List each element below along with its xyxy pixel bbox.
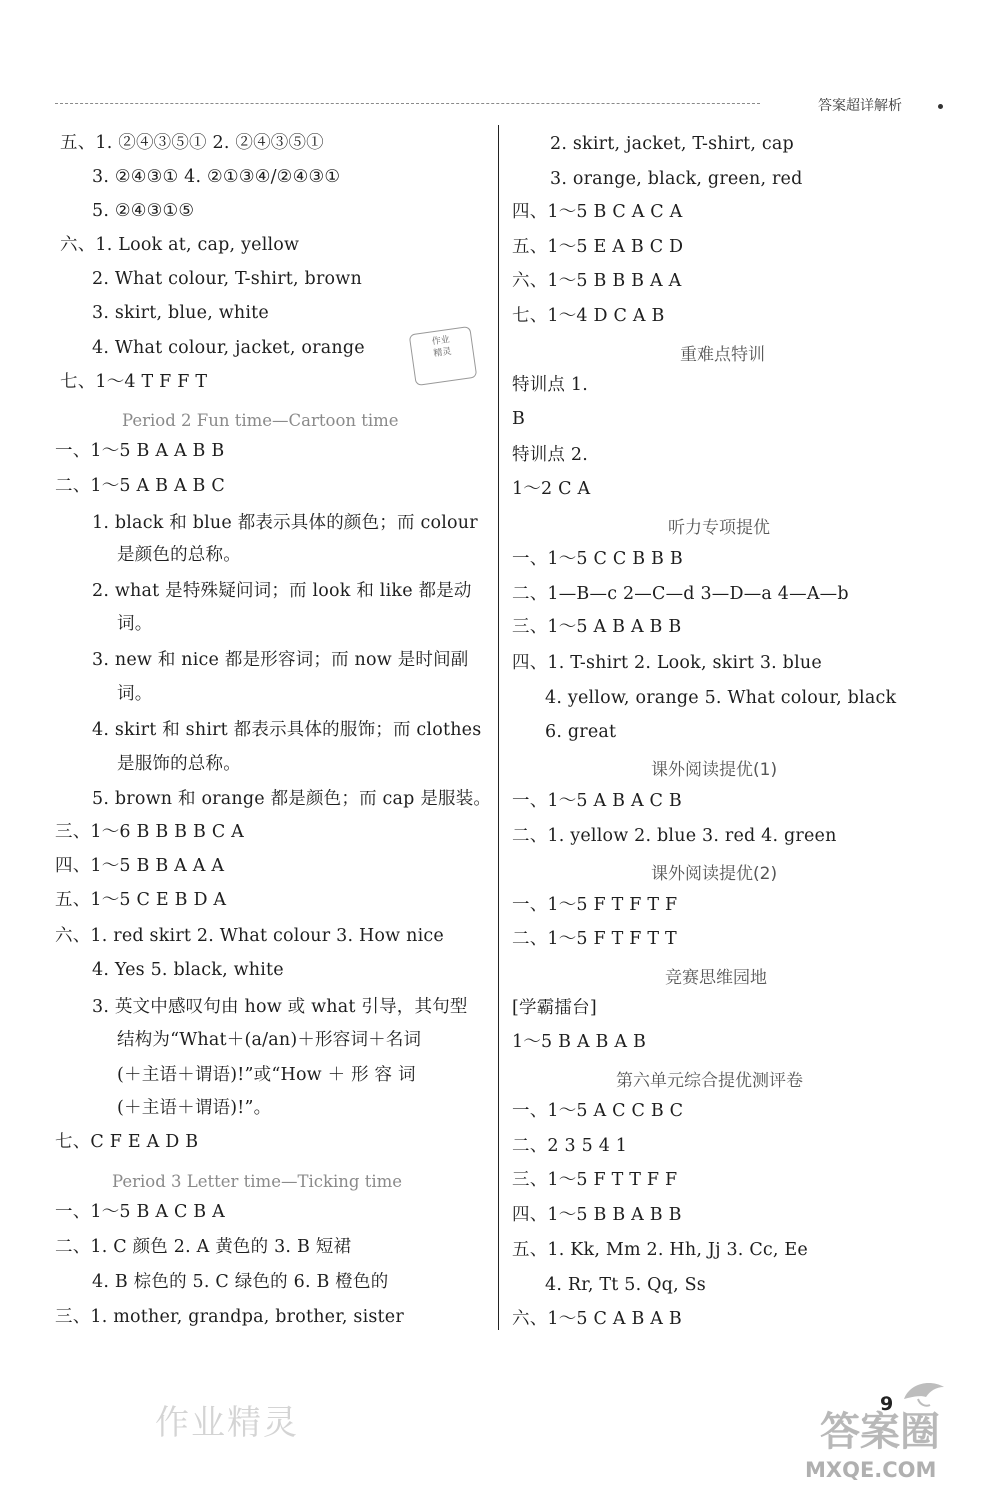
answer-line: 4. What colour, jacket, orange (92, 338, 365, 358)
page-number: 9 (880, 1393, 894, 1415)
header-rule (55, 103, 760, 104)
answer-line: 五、1～5 C E B D A (55, 890, 227, 910)
answer-line: 2. what 是特殊疑问词；而 look 和 like 都是动 (92, 581, 472, 601)
section-heading: 第六单元综合提优测评卷 (616, 1071, 803, 1091)
answer-line: 七、1～4 D C A B (512, 306, 665, 326)
answer-line: (＋主语＋谓语)!”或“How ＋ 形 容 词 (117, 1065, 416, 1085)
answer-line: 二、1. C 颜色 2. A 黄色的 3. B 短裙 (55, 1237, 352, 1257)
section-heading: 重难点特训 (680, 345, 765, 365)
answer-line: B (512, 409, 526, 429)
stamp-line: 作业 (431, 334, 451, 348)
answer-line: 4. yellow, orange 5. What colour, black (545, 688, 897, 708)
answer-line: 是服饰的总称。 (117, 754, 241, 774)
answer-line: 4. Rr, Tt 5. Qq, Ss (545, 1275, 706, 1295)
answer-line: 六、1～5 B B B A A (512, 271, 682, 291)
answer-line: 特训点 2. (512, 445, 588, 465)
answer-line: 4. B 棕色的 5. C 绿色的 6. B 橙色的 (92, 1272, 389, 1292)
answer-line: 二、1～5 A B A B C (55, 476, 225, 496)
answer-line: 二、1～5 F T F T T (512, 929, 677, 949)
section-heading: Period 2 Fun time—Cartoon time (122, 411, 399, 430)
answer-line: 二、1—B—c 2—C—d 3—D—a 4—A—b (512, 584, 849, 604)
answer-line: 1～5 B A B A B (512, 1032, 647, 1052)
answer-line: 六、1. Look at, cap, yellow (60, 235, 300, 255)
answer-line: 一、1～5 A B A C B (512, 791, 682, 811)
answer-line: 四、1～5 B C A C A (512, 202, 683, 222)
answer-line: 1～2 C A (512, 479, 591, 499)
section-heading: Period 3 Letter time—Ticking time (112, 1172, 403, 1191)
answer-line: 2. skirt, jacket, T-shirt, cap (550, 134, 794, 154)
answer-line: 是颜色的总称。 (117, 545, 241, 565)
answer-line: [学霸擂台] (512, 998, 597, 1018)
header-dot (938, 104, 943, 109)
header-label: 答案超详解析 (818, 98, 902, 114)
answer-line: 5. brown 和 orange 都是颜色；而 cap 是服装。 (92, 789, 492, 809)
answer-line: 四、1～5 B B A A A (55, 856, 225, 876)
answer-line: 五、1. ②④③⑤① 2. ②④③⑤① (60, 133, 324, 153)
answer-line: 2. What colour, T-shirt, brown (92, 269, 362, 289)
answer-line: 5. ②④③①⑤ (92, 201, 195, 221)
section-heading: 课外阅读提优(2) (651, 864, 778, 884)
answer-line: 3. 英文中感叹句由 how 或 what 引导，其句型 (92, 997, 468, 1017)
answer-line: 四、1. T-shirt 2. Look, skirt 3. blue (512, 653, 822, 673)
answer-line: 二、1. yellow 2. blue 3. red 4. green (512, 826, 837, 846)
answer-line: 三、1～5 F T T F F (512, 1170, 678, 1190)
answer-line: 四、1～5 B B A B B (512, 1205, 682, 1225)
answer-line: 3. new 和 nice 都是形容词；而 now 是时间副 (92, 650, 469, 670)
answer-line: 6. great (545, 722, 617, 742)
answer-line: 结构为“What＋(a/an)＋形容词＋名词 (117, 1030, 422, 1050)
column-divider (498, 125, 499, 1330)
answer-line: 三、1～6 B B B B C A (55, 822, 245, 842)
answer-line: 3. orange, black, green, red (550, 169, 803, 189)
answer-line: 五、1～5 E A B C D (512, 237, 684, 257)
stamp-line: 精灵 (432, 346, 453, 360)
answer-line: 七、1～4 T F F T (60, 372, 208, 392)
answer-line: 五、1. Kk, Mm 2. Hh, Jj 3. Cc, Ee (512, 1240, 808, 1260)
answer-line: 词。 (117, 684, 153, 704)
answer-line: 一、1～5 C C B B B (512, 549, 683, 569)
answer-line: 一、1～5 B A C B A (55, 1202, 225, 1222)
answer-line: 特训点 1. (512, 375, 588, 395)
answer-line: 3. ②④③① 4. ②①③④/②④③① (92, 167, 341, 187)
answer-line: 二、2 3 5 4 1 (512, 1136, 628, 1156)
answer-line: 一、1～5 F T F T F (512, 895, 678, 915)
watermark-left: 作业精灵 (155, 1403, 299, 1443)
answer-line: 词。 (117, 614, 153, 634)
section-heading: 课外阅读提优(1) (651, 760, 778, 780)
stamp-logo (409, 326, 478, 386)
watermark-right: 答案圈 (820, 1409, 940, 1455)
answer-line: 一、1～5 B A A B B (55, 441, 225, 461)
section-heading: 听力专项提优 (668, 518, 770, 538)
answer-line: 4. skirt 和 shirt 都表示具体的服饰；而 clothes (92, 720, 482, 740)
answer-line: 三、1～5 A B A B B (512, 617, 682, 637)
answer-line: 1. black 和 blue 都表示具体的颜色；而 colour (92, 513, 478, 533)
answer-line: 3. skirt, blue, white (92, 303, 269, 323)
answer-line: 七、C F E A D B (55, 1132, 199, 1152)
answer-line: 六、1～5 C A B A B (512, 1309, 682, 1329)
answer-line: 六、1. red skirt 2. What colour 3. How nice (55, 926, 444, 946)
answer-line: 4. Yes 5. black, white (92, 960, 284, 980)
answer-line: (＋主语＋谓语)!”。 (117, 1098, 272, 1118)
answer-line: 一、1～5 A C C B C (512, 1101, 684, 1121)
watermark-url: MXQE.COM (805, 1458, 937, 1482)
section-heading: 竞赛思维园地 (665, 968, 767, 988)
answer-line: 三、1. mother, grandpa, brother, sister (55, 1307, 404, 1327)
